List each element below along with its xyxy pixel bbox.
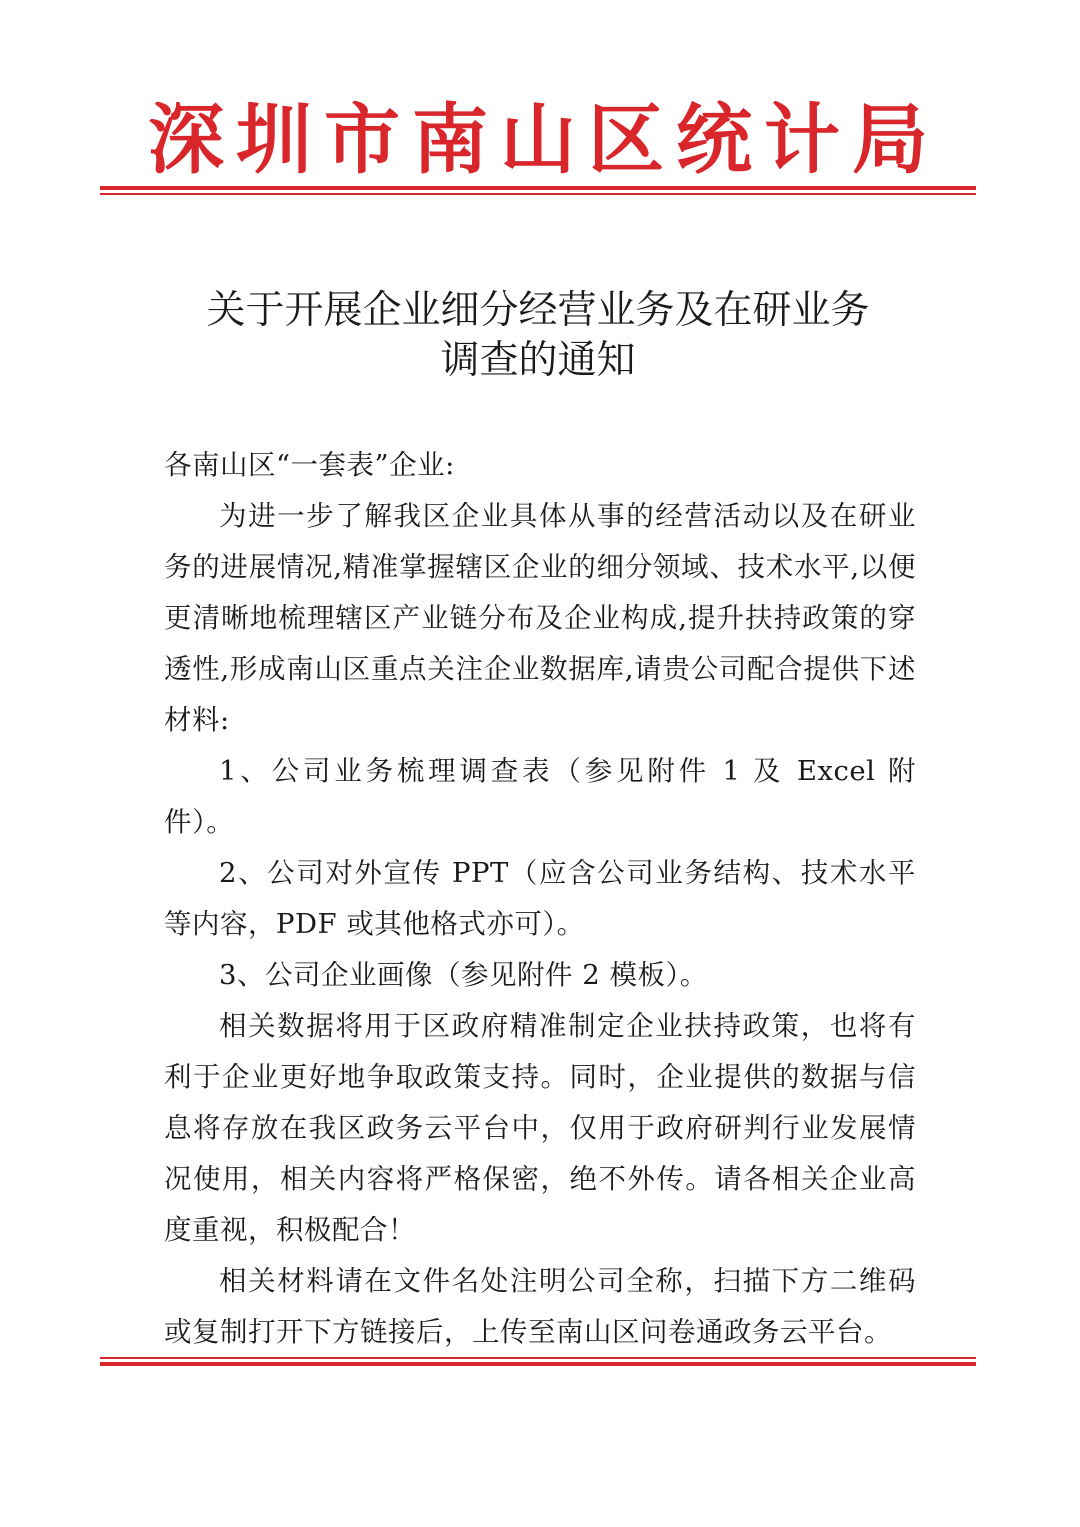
document-body	[164, 440, 916, 1358]
agency-char: 计	[764, 95, 840, 184]
agency-char: 市	[324, 95, 400, 184]
header-divider	[100, 186, 976, 195]
title-line-1: 关于开展企业细分经营业务及在研业务	[206, 288, 870, 333]
agency-char: 圳	[236, 95, 312, 184]
agency-char: 区	[588, 95, 664, 184]
list-item-1: 1、公司业务梳理调查表（参见附件 1 及 Excel 附件）。	[164, 755, 916, 838]
title-line-2: 调查的通知	[440, 338, 636, 383]
paragraph-intro: 为进一步了解我区企业具体从事的经营活动以及在研业务的进展情况,精准掌握辖区企业的细分领域、技术水平,以便更清晰地梳理辖区产业链分布及企业构成,提升扶持政策的穿透性,形成南山区重点关注企业数据库,请贵公司配合提供下述材料:	[164, 500, 916, 736]
agency-char: 统	[676, 95, 752, 184]
paragraph-submission: 相关材料请在文件名处注明公司全称，扫描下方二维码或复制打开下方链接后，上传至南山区问卷通政务云平台。	[164, 1265, 916, 1348]
list-item-2: 2、公司对外宣传 PPT（应含公司业务结构、技术水平等内容，PDF 或其他格式亦可）。	[164, 857, 916, 940]
agency-header	[100, 92, 976, 188]
agency-char: 局	[852, 95, 928, 184]
agency-char: 南	[412, 95, 488, 184]
agency-char: 山	[500, 95, 576, 184]
document-title	[100, 286, 976, 386]
salutation: 各南山区“一套表”企业:	[164, 449, 455, 481]
list-item-3: 3、公司企业画像（参见附件 2 模板）。	[219, 959, 708, 991]
paragraph-data-use: 相关数据将用于区政府精准制定企业扶持政策，也将有利于企业更好地争取政策支持。同时，企业提供的数据与信息将存放在我区政务云平台中，仅用于政府研判行业发展情况使用，相关内容将严格保密，绝不外传。请各相关企业高度重视，积极配合！	[164, 1010, 916, 1246]
footer-divider	[100, 1357, 976, 1366]
agency-char: 深	[148, 95, 224, 184]
